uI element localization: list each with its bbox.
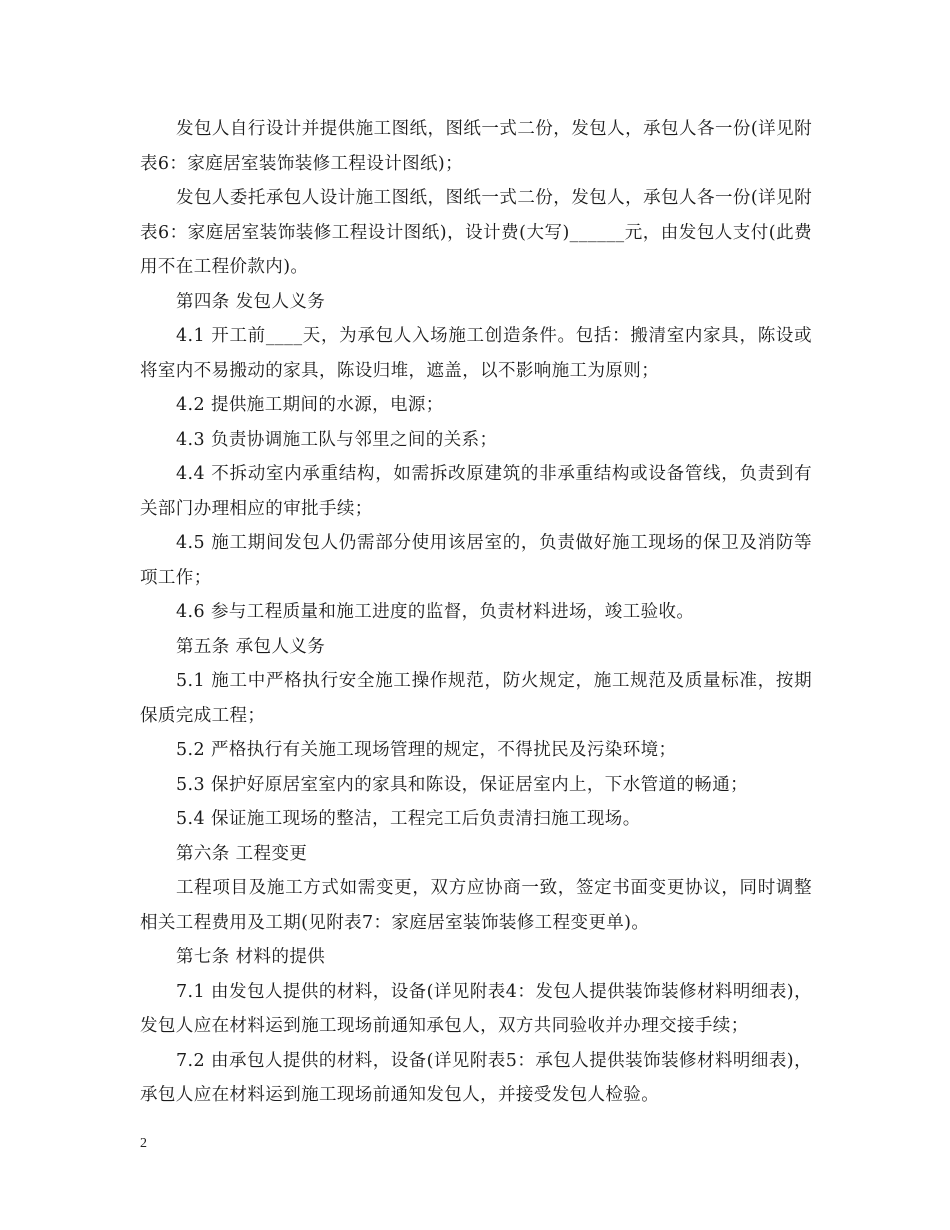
paragraph-entrusted-design: 发包人委托承包人设计施工图纸，图纸一式二份，发包人，承包人各一份(详见附表6：家庭居室装饰装修工程设计图纸)，设计费(大写)______元，由发包人支付(此费用不在工程价款内)。 [140,188,812,277]
paragraph-self-design: 发包人自行设计并提供施工图纸，图纸一式二份，发包人，承包人各一份(详见附表6：家庭居室装饰装修工程设计图纸)； [140,119,812,174]
clause-5-1: 5.1 施工中严格执行安全施工操作规范，防火规定，施工规范及质量标准，按期保质完成工程； [140,671,812,726]
clause-4-5: 4.5 施工期间发包人仍需部分使用该居室的，负责做好施工现场的保卫及消防等项工作； [140,533,812,588]
clause-4-1: 4.1 开工前____天，为承包人入场施工创造条件。包括：搬清室内家具，陈设或将室内不易搬动的家具，陈设归堆，遮盖，以不影响施工为原则； [140,326,812,381]
clause-4-3: 4.3 负责协调施工队与邻里之间的关系； [176,429,498,450]
page-number: 2 [140,1136,147,1151]
clause-7-1: 7.1 由发包人提供的材料，设备(详见附表4：发包人提供装饰装修材料明细表)，发包人应在材料运到施工现场前通知承包人，双方共同验收并办理交接手续； [140,981,812,1036]
clause-4-4: 4.4 不拆动室内承重结构，如需拆改原建筑的非承重结构或设备管线，负责到有关部门办理相应的审批手续； [140,464,812,519]
clause-4-6: 4.6 参与工程质量和施工进度的监督，负责材料进场，竣工验收。 [176,602,695,622]
clause-5-2: 5.2 严格执行有关施工现场管理的规定，不得扰民及污染环境； [176,740,677,760]
section-heading-article-5: 第五条 承包人义务 [176,636,326,657]
section-heading-article-7: 第七条 材料的提供 [176,947,326,967]
section-heading-article-4: 第四条 发包人义务 [176,291,326,312]
clause-5-3: 5.3 保护好原居室室内的家具和陈设，保证居室内上，下水管道的畅通； [176,774,748,795]
section-heading-article-6: 第六条 工程变更 [176,843,308,864]
document-body [140,112,812,1113]
paragraph-project-change: 工程项目及施工方式如需变更，双方应协商一致，签定书面变更协议，同时调整相关工程费用及工期(见附表7：家庭居室装饰装修工程变更单)。 [140,878,812,933]
clause-4-2: 4.2 提供施工期间的水源，电源； [176,395,444,415]
clause-5-4: 5.4 保证施工现场的整洁，工程完工后负责清扫施工现场。 [176,809,641,829]
clause-7-2: 7.2 由承包人提供的材料，设备(详见附表5：承包人提供装饰装修材料明细表)，承包人应在材料运到施工现场前通知发包人，并接受发包人检验。 [140,1050,812,1105]
